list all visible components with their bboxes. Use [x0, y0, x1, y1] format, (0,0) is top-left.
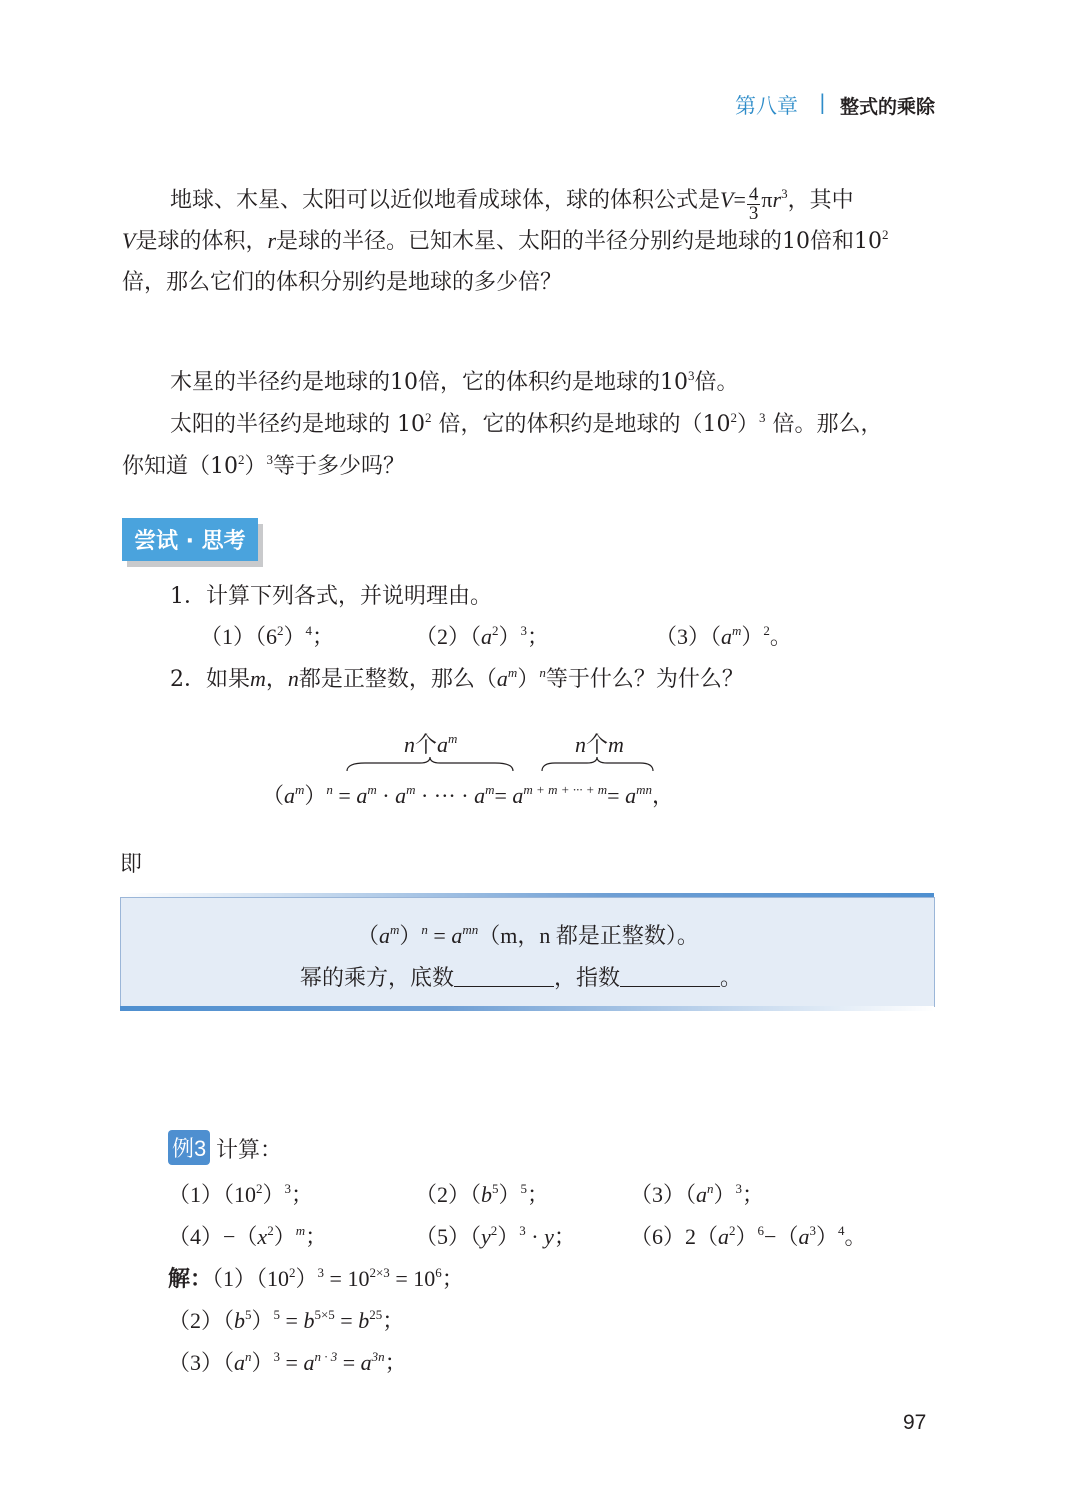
overbrace-2	[540, 755, 655, 773]
para2-line-2: 太阳的半径约是地球的 $10^2$ 倍，它的体积约是地球的$(10^2)^3$ 倍。那么，	[170, 410, 883, 437]
brace-label-1: n个$a^m$	[404, 731, 458, 757]
example-item-3: $(3)(a^n)^3$；	[630, 1181, 765, 1207]
chapter-title: 整式的乘除	[840, 96, 936, 118]
intro-line-3: 倍，那么它们的体积分别约是地球的多少倍？	[122, 270, 563, 295]
question-1: 1．计算下列各式，并说明理由。	[170, 584, 492, 609]
overbrace-1	[345, 755, 515, 773]
derivation-equation: $(a^m)^n = a^m \cdot a^m$ · ··· · $a^m= a^{m + m + \cdot\cdot\cdot + m}= a^{mn}$，	[262, 782, 674, 808]
page-number: 97	[903, 1411, 927, 1434]
question-1-item-1: $(1)(6^2)^4$；	[200, 623, 335, 649]
example-badge: 例3	[168, 1130, 210, 1165]
volume-fraction: $\frac{4}{3}$	[748, 184, 759, 224]
try-think-badge: 尝试 · 思考	[122, 518, 258, 561]
question-2: 2．如果m，n都是正整数，那么$(a^m)^n$等于什么？为什么？	[170, 665, 744, 692]
solution-line-2: $(2)(b^5)^5 = b^{5\times 5} = b^{25}$；	[168, 1307, 405, 1333]
rule-box-bottom-border	[120, 1006, 934, 1011]
rule-description: 幂的乘方，底数 ，指数 。	[300, 966, 743, 991]
question-1-item-2: $(2)(a^2)^3$；	[415, 623, 550, 649]
intro-line-2: V是球的体积，r是球的半径。已知木星、太阳的半径分别约是地球的10倍和$10^2$	[122, 227, 889, 254]
example-item-2: $(2)(b^5)^5$；	[415, 1181, 550, 1207]
header-separator: |	[819, 90, 826, 114]
brace-label-2: n个m	[575, 732, 624, 757]
solution-line-1: 解：$(1)(10^2)^3 = 10^{2\times 3} = 10^6$；	[168, 1265, 464, 1292]
example-item-5: $(5)(y^2)^3 \cdot y$；	[415, 1223, 576, 1249]
question-1-item-3: $(3)(a^m)^2$。	[655, 623, 792, 649]
base-blank[interactable]	[454, 966, 554, 987]
chapter-label: 第八章	[735, 94, 798, 118]
example-title: 计算：	[216, 1138, 283, 1163]
ji-label: 即	[120, 852, 143, 877]
solution-line-3: $(3)(a^n)^3 = a^{n \cdot 3} = a^{3n}$；	[168, 1349, 407, 1375]
para2-line-3: 你知道$(10^2)^3$等于多少吗？	[122, 452, 406, 479]
example-item-6: $(6)2(a^2)^6-(a^3)^4$。	[630, 1223, 867, 1249]
intro-line-1: 地球、木星、太阳可以近似地看成球体，球的体积公式是V= $\frac{4}{3}$ $\pi r^3$，其中	[170, 184, 854, 224]
example-item-1: $(1)(10^2)^3$；	[168, 1181, 314, 1207]
example-item-4: $(4)-(x^2)^m$；	[168, 1223, 328, 1249]
para2-line-1: 木星的半径约是地球的10倍，它的体积约是地球的$10^3$倍。	[170, 368, 739, 395]
exponent-blank[interactable]	[620, 966, 720, 987]
rule-formula: $(a^m)^n = a^{mn}(m$，n 都是正整数）。	[357, 922, 699, 948]
